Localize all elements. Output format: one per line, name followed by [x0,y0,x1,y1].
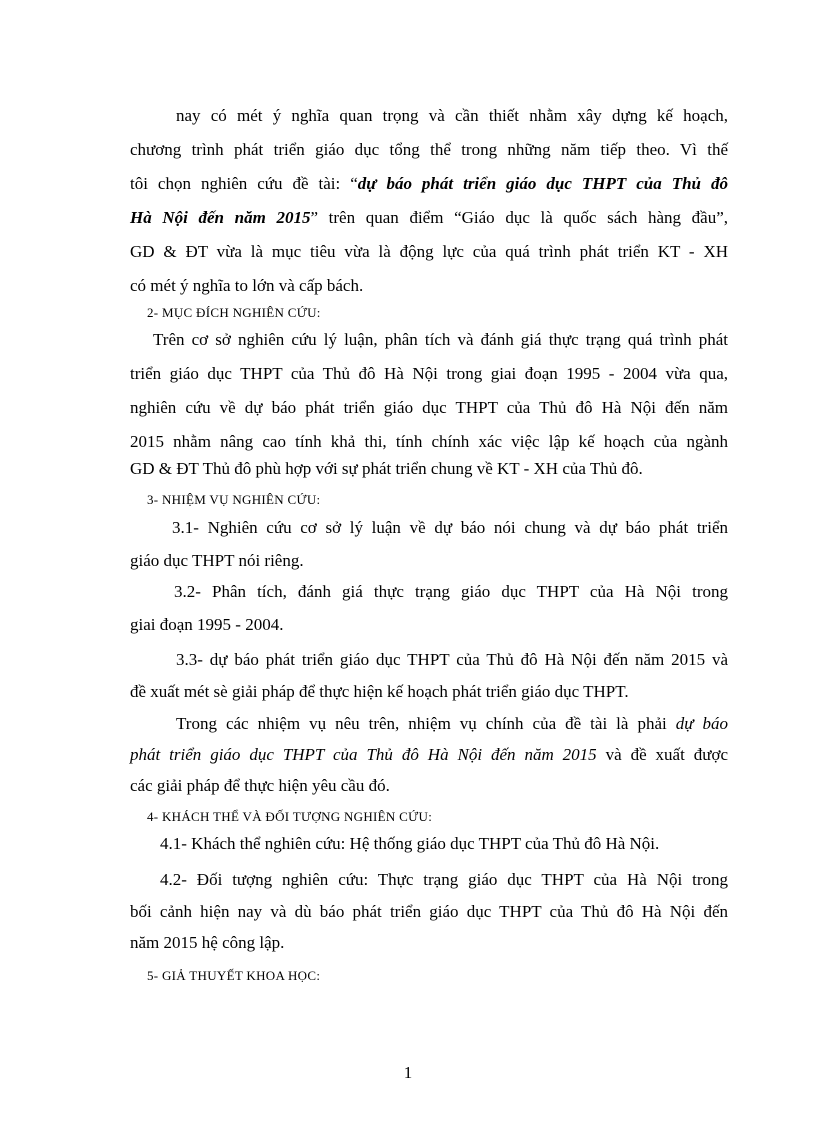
text: 4.1- Khách thể nghiên cứu: Hệ thống giáo dục THPT của Thủ đô Hà Nội. [160,834,660,853]
text: 3.3- dự báo phát triển giáo dục THPT của Thủ đô Hà Nội đến năm 2015 và [176,650,728,669]
paragraph-line [130,174,728,194]
paragraph-line [176,714,728,734]
text: GD & ĐT vừa là mục tiêu vừa là động lực của quá trình phát triển KT - XH [130,242,728,261]
text: năm 2015 hệ công lập. [130,933,285,952]
paragraph-line [160,834,659,854]
paragraph-line [130,140,728,160]
paragraph-line [160,870,728,890]
text: Trên cơ sở nghiên cứu lý luận, phân tích và đánh giá thực trạng quá trình phát [153,330,728,349]
text: triển giáo dục THPT của Thủ đô Hà Nội trong giai đoạn 1995 - 2004 vừa qua, [130,364,728,383]
page-number: 1 [403,1063,413,1082]
paragraph-line [130,551,304,571]
text: tôi chọn nghiên cứu đề tài: “ [130,174,358,193]
heading-text: 2- MỤC ĐÍCH NGHIÊN CỨU: [147,305,321,320]
paragraph-line [130,276,363,296]
italic-text: dự báo [675,714,728,733]
heading-text: 5- GIẢ THUYẾT KHOA HỌC: [147,968,321,983]
text: bối cảnh hiện nay và dù báo phát triển giáo dục THPT của Thủ đô Hà Nội đến [130,902,728,921]
paragraph-line [172,518,728,538]
heading-text: 3- NHIỆM VỤ NGHIÊN CỨU: [147,492,321,507]
text: có mét ý nghĩa to lớn và cấp bách. [130,276,364,295]
paragraph-line [176,650,728,670]
text: 3.1- Nghiên cứu cơ sở lý luận về dự báo nói chung và dự báo phát triển [172,518,728,537]
text: giáo dục THPT nói riêng. [130,551,304,570]
text: giai đoạn 1995 - 2004. [130,615,284,634]
paragraph-line [130,432,728,452]
section-heading-3 [147,490,320,510]
topic-title-emphasis: Hà Nội đến năm 2015 [130,208,311,227]
paragraph-line [130,615,283,635]
text: 3.2- Phân tích, đánh giá thực trạng giáo dục THPT của Hà Nội trong [174,582,728,601]
heading-text: 4- KHÁCH THỂ VÀ ĐỐI TƯỢNG NGHIÊN CỨU: [147,809,433,824]
section-heading-5 [147,966,320,986]
text: Trong các nhiệm vụ nêu trên, nhiệm vụ chính của đề tài là phải [176,714,676,733]
text: chương trình phát triển giáo dục tổng thể trong những năm tiếp theo. Vì thế [130,140,728,159]
paragraph-line [130,776,390,796]
paragraph-line [153,330,728,350]
text: ” trên quan điểm “Giáo dục là quốc sách hàng đầu”, [310,208,728,227]
text: nay có mét ý nghĩa quan trọng và cần thiết nhằm xây dựng kế hoạch, [176,106,728,125]
topic-title-emphasis: dự báo phát triển giáo dục THPT của Thủ đô [357,174,728,193]
text: nghiên cứu về dự báo phát triển giáo dục THPT của Thủ đô Hà Nội đến năm [130,398,728,417]
paragraph-line [176,106,728,126]
paragraph-line [130,208,728,228]
paragraph-line [130,745,728,765]
section-heading-2 [147,303,321,323]
paragraph-line [130,398,728,418]
paragraph-line [130,459,643,479]
section-heading-4 [147,807,432,827]
text: các giải pháp để thực hiện yêu cầu đó. [130,776,390,795]
text: và đề xuất được [596,745,728,764]
text: GD & ĐT Thủ đô phù hợp với sự phát triển chung về KT - XH của Thủ đô. [130,459,643,478]
paragraph-line [130,902,728,922]
paragraph-line [130,242,728,262]
paragraph-line [174,582,728,602]
italic-text: phát triển giáo dục THPT của Thủ đô Hà Nội đến năm 2015 [130,745,597,764]
text: 4.2- Đối tượng nghiên cứu: Thực trạng giáo dục THPT của Hà Nội trong [160,870,728,889]
paragraph-line [130,933,284,953]
text: 2015 nhằm nâng cao tính khả thi, tính chính xác việc lập kế hoạch của ngành [130,432,728,451]
text: đề xuất mét sè giải pháp để thực hiện kế hoạch phát triển giáo dục THPT. [130,682,629,701]
paragraph-line [130,364,728,384]
paragraph-line [130,682,629,702]
